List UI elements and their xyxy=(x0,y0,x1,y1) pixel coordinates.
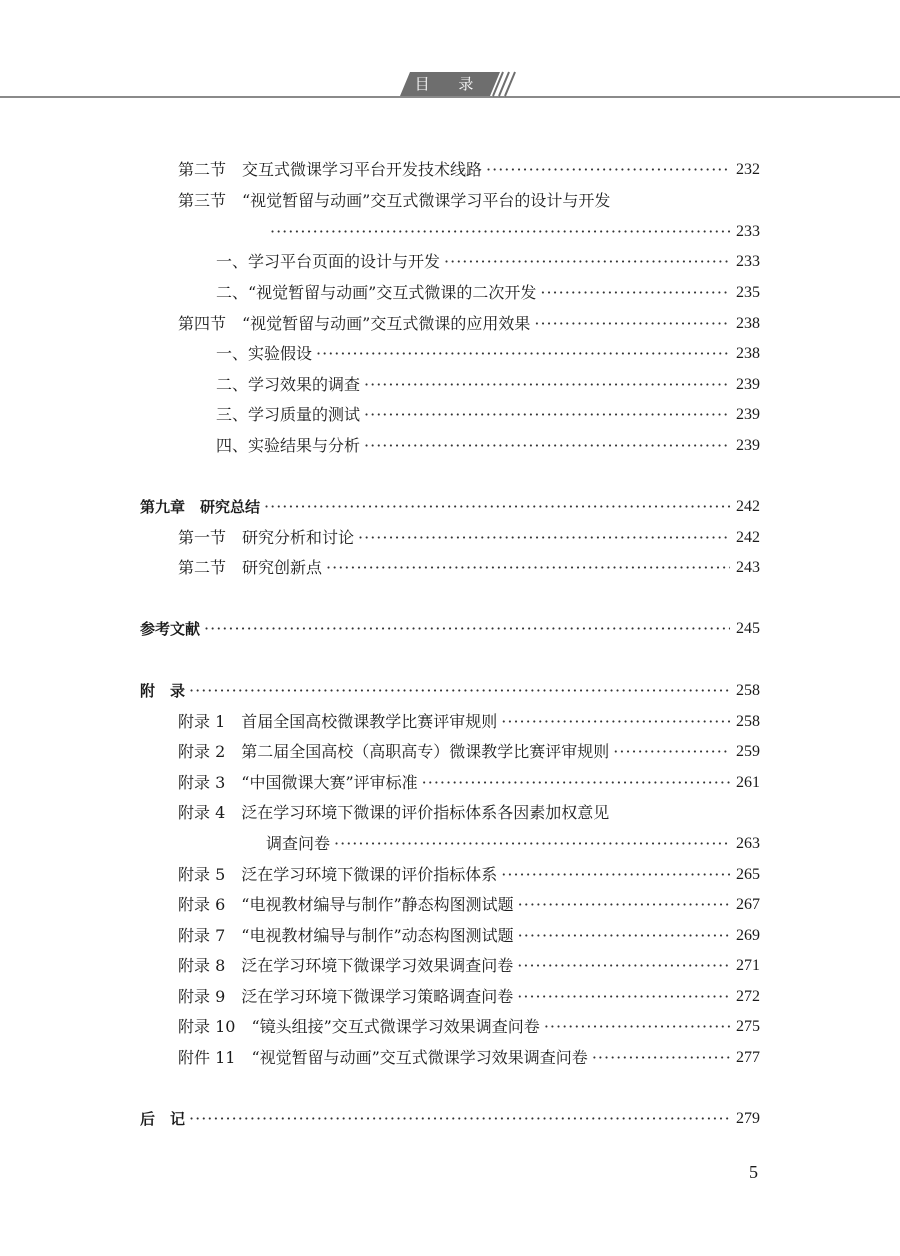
toc-entry-page: 238 xyxy=(736,315,760,332)
toc-entry-page: 271 xyxy=(736,957,760,974)
toc-entry[interactable] xyxy=(266,830,760,858)
toc-entry-page: 263 xyxy=(736,835,760,852)
toc-entry-label: 第一节 研究分析和讨论 xyxy=(178,528,355,547)
toc-entry[interactable] xyxy=(178,187,760,215)
toc-entry-label: 一、学习平台页面的设计与开发 xyxy=(216,252,441,271)
dot-leader xyxy=(322,554,730,582)
toc-entry-label: 第二节 研究创新点 xyxy=(178,558,323,577)
toc-entry[interactable] xyxy=(140,1105,760,1133)
dot-leader xyxy=(514,922,730,950)
toc-entry-label: 后 记 xyxy=(140,1110,186,1128)
dot-leader xyxy=(513,983,730,1011)
toc-entry-label: 参考文献 xyxy=(140,620,201,638)
page-number: 5 xyxy=(749,1162,758,1182)
toc-entry[interactable] xyxy=(216,340,760,368)
toc-entry-page: 258 xyxy=(736,713,760,730)
dot-leader xyxy=(497,708,730,736)
toc-entry-page: 265 xyxy=(736,866,760,883)
toc-entry-page: 275 xyxy=(736,1018,760,1035)
toc-entry-label: 附录 8 泛在学习环境下微课学习效果调查问卷 xyxy=(178,956,514,975)
dot-leader xyxy=(312,340,730,368)
toc-entry-page: 235 xyxy=(736,284,760,301)
dot-leader xyxy=(482,156,730,184)
toc-entry[interactable] xyxy=(216,371,760,399)
dot-leader xyxy=(200,615,730,643)
dot-leader xyxy=(513,952,730,980)
toc-entry-page: 279 xyxy=(736,1110,760,1127)
toc-entry-label: 第四节 “视觉暂留与动画”交互式微课的应用效果 xyxy=(178,314,531,333)
toc-entry[interactable] xyxy=(216,432,760,460)
toc-entry-label: 附录 7 “电视教材编导与制作”动态构图测试题 xyxy=(178,926,514,945)
toc-entry[interactable] xyxy=(178,524,760,552)
toc-entry[interactable] xyxy=(140,493,760,521)
toc-entry[interactable] xyxy=(178,891,760,919)
toc-entry-label: 附录 3 “中国微课大赛”评审标准 xyxy=(178,773,418,792)
toc-entry-label: 附件 11 “视觉暂留与动画”交互式微课学习效果调查问卷 xyxy=(178,1048,588,1067)
toc-entry[interactable] xyxy=(140,677,760,705)
toc-entry[interactable] xyxy=(178,156,760,184)
toc-entry-page: 239 xyxy=(736,376,760,393)
toc-entry[interactable] xyxy=(178,769,760,797)
toc-entry-page: 233 xyxy=(736,253,760,270)
toc-entry-page: 261 xyxy=(736,774,760,791)
toc-entry-label: 第三节 “视觉暂留与动画”交互式微课学习平台的设计与开发 xyxy=(178,191,611,210)
toc-entry-label: 附录 9 泛在学习环境下微课学习策略调查问卷 xyxy=(178,987,514,1006)
toc-entry-label: 附录 4 泛在学习环境下微课的评价指标体系各因素加权意见 xyxy=(178,803,610,822)
toc-entry-page: 277 xyxy=(736,1049,760,1066)
toc-entry-label: 二、学习效果的调查 xyxy=(216,375,361,394)
toc-entry-page: 267 xyxy=(736,896,760,913)
header-title: 目 录 xyxy=(414,75,486,93)
toc-entry[interactable] xyxy=(178,799,760,827)
toc-entry-label: 附录 5 泛在学习环境下微课的评价指标体系 xyxy=(178,865,498,884)
toc-entry[interactable] xyxy=(266,218,760,246)
toc-entry-page: 269 xyxy=(736,927,760,944)
toc-entry-page: 243 xyxy=(736,559,760,576)
toc-entry-page: 242 xyxy=(736,529,760,546)
dot-leader xyxy=(354,524,730,552)
dot-leader xyxy=(360,401,730,429)
dot-leader xyxy=(440,248,730,276)
dot-leader xyxy=(185,1105,730,1133)
toc-entry-label: 二、“视觉暂留与动画”交互式微课的二次开发 xyxy=(216,283,537,302)
toc-entry-page: 272 xyxy=(736,988,760,1005)
toc-entry[interactable] xyxy=(178,310,760,338)
dot-leader xyxy=(536,279,730,307)
toc-entry-label: 三、学习质量的测试 xyxy=(216,405,361,424)
dot-leader xyxy=(514,891,730,919)
toc-entry-label: 附录 1 首届全国高校微课教学比赛评审规则 xyxy=(178,712,498,731)
toc-entry[interactable] xyxy=(178,1044,760,1072)
dot-leader xyxy=(418,769,730,797)
toc-entry[interactable] xyxy=(140,615,760,643)
toc-entry[interactable] xyxy=(178,554,760,582)
dot-leader xyxy=(360,432,730,460)
toc-entry[interactable] xyxy=(178,738,760,766)
dot-leader xyxy=(540,1013,730,1041)
toc-entry-page: 233 xyxy=(736,223,760,240)
toc-entry-label: 四、实验结果与分析 xyxy=(216,436,361,455)
toc-entry-page: 232 xyxy=(736,161,760,178)
toc-entry-label: 附录 10 “镜头组接”交互式微课学习效果调查问卷 xyxy=(178,1017,540,1036)
toc-entry-page: 259 xyxy=(736,743,760,760)
toc-entry[interactable] xyxy=(216,248,760,276)
toc-entry-label: 附录 2 第二届全国高校（高职高专）微课教学比赛评审规则 xyxy=(178,742,610,761)
toc-entry-page: 258 xyxy=(736,682,760,699)
dot-leader xyxy=(609,738,730,766)
dot-leader xyxy=(588,1044,730,1072)
toc-entry[interactable] xyxy=(178,708,760,736)
toc-entry-label: 附录 6 “电视教材编导与制作”静态构图测试题 xyxy=(178,895,514,914)
dot-leader xyxy=(497,861,730,889)
toc-entry-page: 238 xyxy=(736,345,760,362)
toc-entry-page: 239 xyxy=(736,406,760,423)
toc-entry-label: 第二节 交互式微课学习平台开发技术线路 xyxy=(178,160,483,179)
running-header xyxy=(0,0,900,110)
toc-entry-page: 245 xyxy=(736,620,760,637)
dot-leader xyxy=(185,677,730,705)
toc-entry-label: 一、实验假设 xyxy=(216,344,313,363)
dot-leader xyxy=(260,493,730,521)
toc-entry-label: 附 录 xyxy=(140,682,186,700)
toc-entry[interactable] xyxy=(178,922,760,950)
toc-entry-label: 调查问卷 xyxy=(266,834,331,853)
toc-entry[interactable] xyxy=(178,983,760,1011)
toc-entry-label: 第九章 研究总结 xyxy=(140,498,261,516)
toc-entry[interactable] xyxy=(216,279,760,307)
toc-entry-page: 242 xyxy=(736,498,760,515)
dot-leader xyxy=(330,830,730,858)
toc-entry-page: 239 xyxy=(736,437,760,454)
toc-entry[interactable] xyxy=(178,1013,760,1041)
dot-leader xyxy=(530,310,730,338)
toc-entry[interactable] xyxy=(216,401,760,429)
dot-leader xyxy=(266,218,730,246)
toc-entry[interactable] xyxy=(178,861,760,889)
dot-leader xyxy=(360,371,730,399)
toc-entry[interactable] xyxy=(178,952,760,980)
